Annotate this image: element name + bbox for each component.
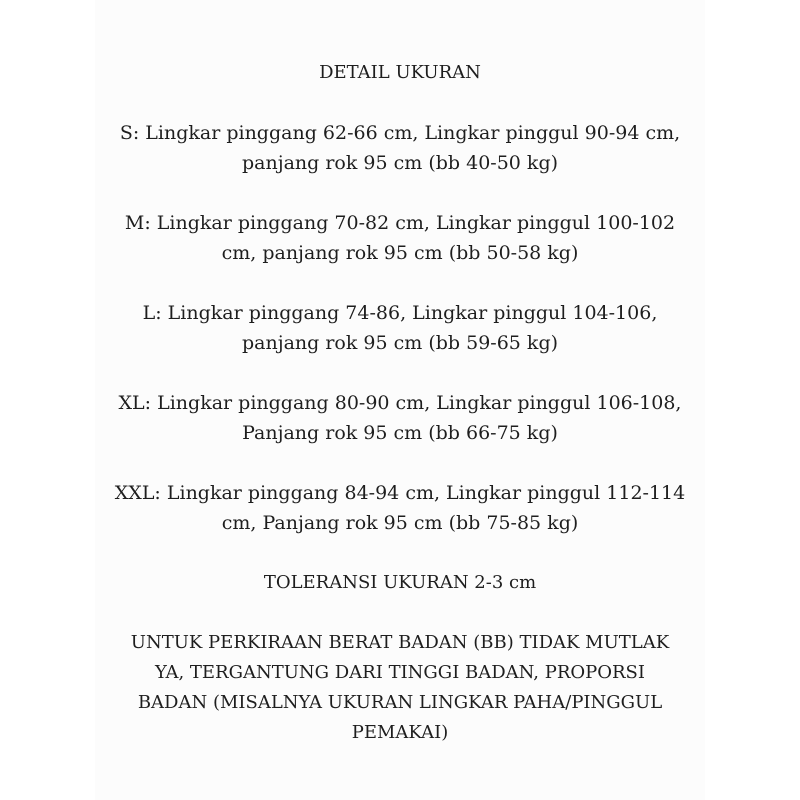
size-s-line-2: panjang rok 95 cm (bb 40-50 kg) [241, 152, 559, 174]
size-s-line-1: S: Lingkar pinggang 62-66 cm, Lingkar pinggul 90-94 cm, [119, 122, 681, 144]
size-detail-document [0, 58, 800, 748]
disclaimer-line-3: BADAN (MISALNYA UKURAN LINGKAR PAHA/PINGGUL [137, 692, 663, 713]
disclaimer-line-4: PEMAKAI) [351, 722, 449, 743]
size-m-line-2: cm, panjang rok 95 cm (bb 50-58 kg) [221, 242, 579, 264]
size-l-line-1: L: Lingkar pinggang 74-86, Lingkar pinggul 104-106, [142, 302, 658, 324]
size-tolerance-note: TOLERANSI UKURAN 2-3 cm [263, 572, 537, 593]
size-xxl-line-2: cm, Panjang rok 95 cm (bb 75-85 kg) [221, 512, 579, 534]
size-xxl-line-1: XXL: Lingkar pinggang 84-94 cm, Lingkar pinggul 112-114 [114, 482, 686, 504]
size-m-entry [0, 208, 800, 268]
disclaimer-line-2: YA, TERGANTUNG DARI TINGGI BADAN, PROPORSI [154, 662, 646, 683]
size-s-entry [0, 118, 800, 178]
size-l-line-2: panjang rok 95 cm (bb 59-65 kg) [241, 332, 559, 354]
size-l-entry [0, 298, 800, 358]
size-xl-entry [0, 388, 800, 448]
size-xl-line-1: XL: Lingkar pinggang 80-90 cm, Lingkar pinggul 106-108, [118, 392, 682, 414]
size-m-line-1: M: Lingkar pinggang 70-82 cm, Lingkar pinggul 100-102 [124, 212, 676, 234]
weight-disclaimer [0, 628, 800, 748]
document-title: DETAIL UKURAN [319, 62, 481, 83]
size-xl-line-2: Panjang rok 95 cm (bb 66-75 kg) [242, 422, 558, 444]
size-xxl-entry [0, 478, 800, 538]
disclaimer-line-1: UNTUK PERKIRAAN BERAT BADAN (BB) TIDAK MUTLAK [130, 632, 670, 653]
